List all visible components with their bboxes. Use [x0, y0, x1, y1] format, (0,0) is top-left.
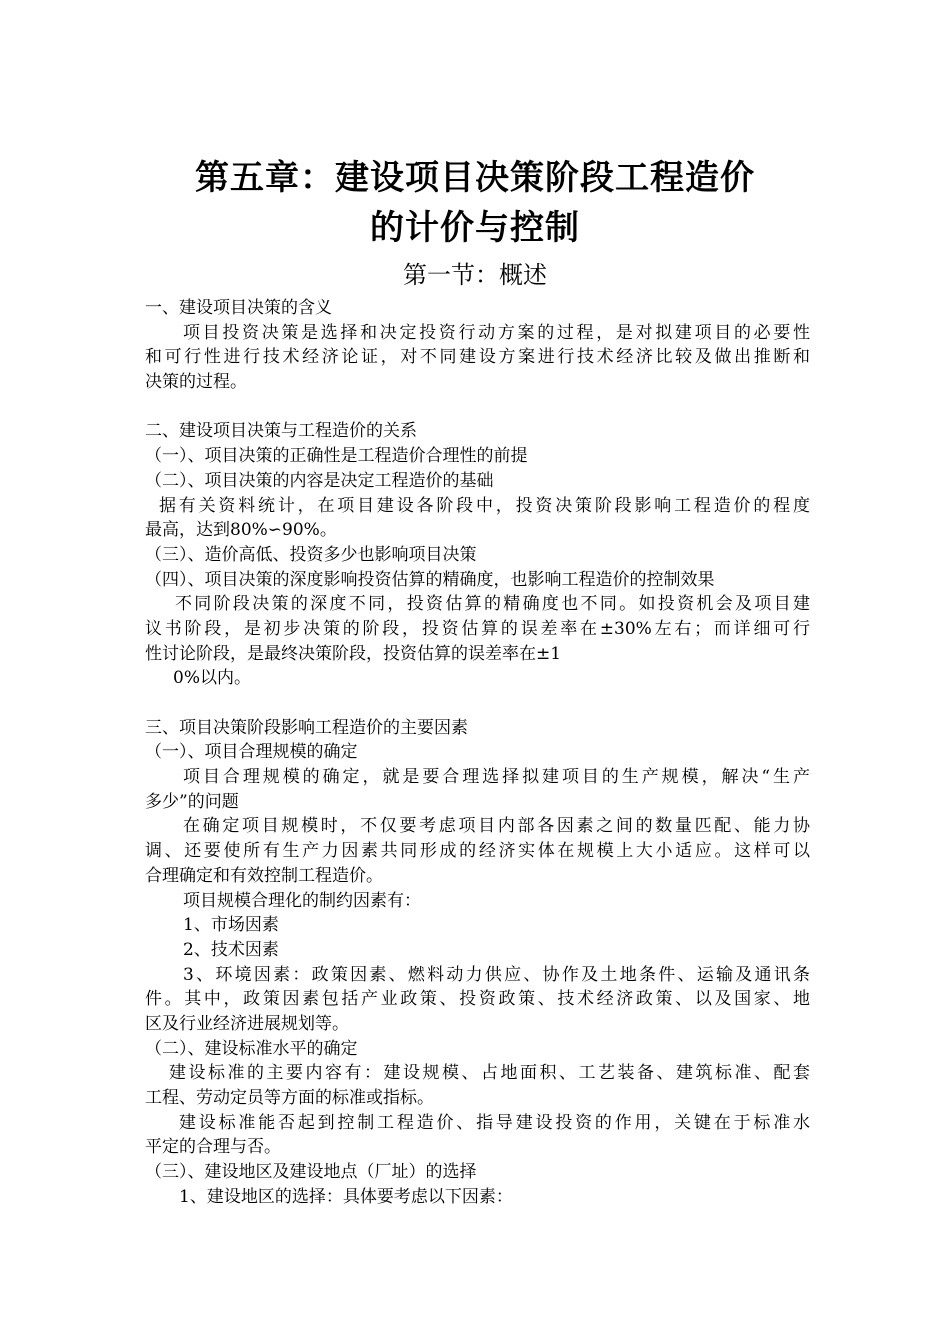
subheading: （三）、造价高低、投资多少也影响项目决策	[145, 544, 477, 565]
paragraph-line: 项目合理规模的确定，就是要合理选择拟建项目的生产规模，解决“生产	[183, 767, 810, 788]
subheading: （二）、建设标准水平的确定	[145, 1038, 358, 1059]
paragraph-line: 项目投资决策是选择和决定投资行动方案的过程，是对拟建项目的必要性	[183, 322, 810, 343]
subheading: （三）、建设地区及建设地点（厂址）的选择	[145, 1162, 477, 1183]
heading-2: 二、建设项目决策与工程造价的关系	[145, 421, 417, 442]
chapter-title-line-1: 第五章：建设项目决策阶段工程造价	[195, 158, 755, 198]
paragraph-line: 性讨论阶段，是最终决策阶段，投资估算的误差率在±1	[145, 643, 562, 664]
paragraph-line: 调、还要使所有生产力因素共同形成的经济实体在规模上大小适应。这样可以	[145, 841, 810, 862]
list-item: 2、技术因素	[183, 939, 279, 960]
paragraph-line: 项目规模合理化的制约因素有：	[183, 890, 421, 911]
paragraph-line: 据有关资料统计，在项目建设各阶段中，投资决策阶段影响工程造价的程度	[159, 495, 810, 516]
list-item: 1、市场因素	[183, 915, 279, 936]
paragraph-line: 工程、劳动定员等方面的标准或指标。	[145, 1088, 434, 1108]
paragraph-line: 合理确定和有效控制工程造价。	[145, 865, 383, 886]
list-item: 1、建设地区的选择：具体要考虑以下因素：	[179, 1186, 513, 1207]
heading-3: 三、项目决策阶段影响工程造价的主要因素	[145, 717, 468, 738]
paragraph-line: 议书阶段，是初步决策的阶段，投资估算的误差率在±30%左右；而详细可行	[145, 618, 810, 639]
paragraph-line: 多少”的问题	[145, 791, 239, 812]
heading-1: 一、建设项目决策的含义	[145, 298, 332, 318]
paragraph-line: 决策的过程。	[145, 372, 247, 393]
subheading: （一）、项目合理规模的确定	[145, 742, 358, 763]
subheading: （二）、项目决策的内容是决定工程造价的基础	[145, 470, 494, 491]
blank-line	[145, 691, 810, 716]
paragraph-line: 和可行性进行技术经济论证，对不同建设方案进行技术经济比较及做出推断和	[145, 347, 810, 368]
paragraph-line: 区及行业经济进展规划等。	[145, 1013, 349, 1034]
paragraph-line: 平定的合理与否。	[145, 1137, 281, 1158]
paragraph-line: 件。其中，政策因素包括产业政策、投资政策、技术经济政策、以及国家、地	[145, 989, 810, 1010]
paragraph-line: 建设标准能否起到控制工程造价、指导建设投资的作用，关键在于标准水	[179, 1112, 810, 1133]
paragraph-line: 不同阶段决策的深度不同，投资估算的精确度也不同。如投资机会及项目建	[175, 594, 810, 615]
subheading: （一）、项目决策的正确性是工程造价合理性的前提	[145, 446, 528, 467]
paragraph-line: 0%以内。	[173, 668, 251, 689]
blank-line	[145, 395, 810, 420]
section-title: 第一节：概述	[403, 261, 547, 289]
chapter-title-line-2: 的计价与控制	[370, 208, 580, 248]
document-body	[145, 296, 810, 1209]
list-item: 3、环境因素：政策因素、燃料动力供应、协作及土地条件、运输及通讯条	[183, 964, 810, 985]
paragraph-line: 在确定项目规模时，不仅要考虑项目内部各因素之间的数量匹配、能力协	[183, 816, 810, 837]
paragraph-line: 最高，达到80%∽90%。	[145, 520, 337, 541]
paragraph-line: 建设标准的主要内容有：建设规模、占地面积、工艺装备、建筑标准、配套	[169, 1063, 810, 1084]
subheading: （四）、项目决策的深度影响投资估算的精确度，也影响工程造价的控制效果	[145, 569, 715, 590]
